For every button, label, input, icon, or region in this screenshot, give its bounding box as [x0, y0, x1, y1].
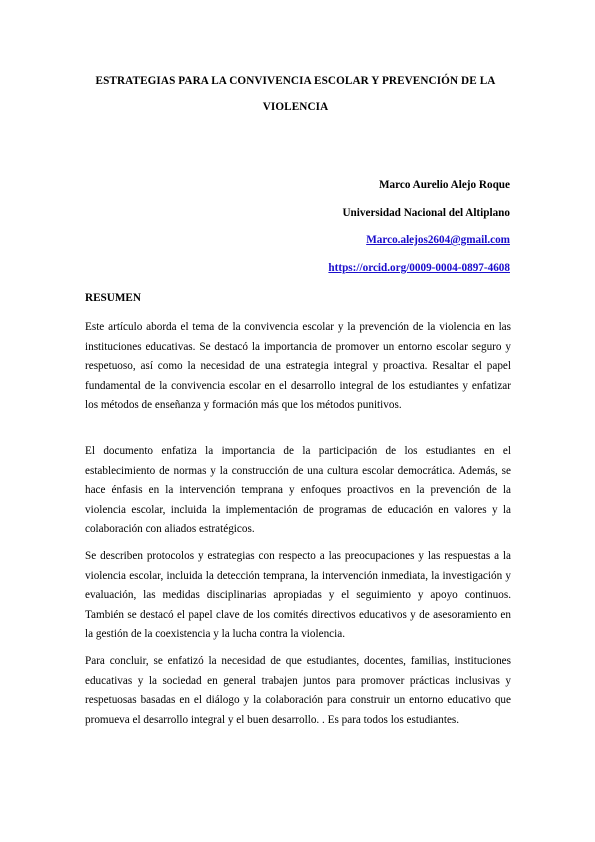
- author-affiliation: Universidad Nacional del Altiplano: [342, 206, 510, 219]
- abstract-heading: RESUMEN: [85, 292, 141, 304]
- abstract-paragraph-2: El documento enfatiza la importancia de la participación de los estudiantes en el establecimiento de normas y la construcción de una cultura escolar democrática. Además, se hace énfasis en la intervención temprana y enfoques proactivos en la prevención de la violencia escolar, incluida la implementación de programas de educación en valores y la colaboración con aliados estratégicos.: [85, 444, 511, 536]
- abstract-paragraph-4: Para concluir, se enfatizó la necesidad de que estudiantes, docentes, familias, instituciones educativas y la sociedad en general trabajen juntos para promover prácticas inclusivas y respetuosas basadas en el diálogo y la colaboración para construir un entorno educativo que promueva el desarrollo integral y el buen desarrollo. . Es para todos los estudiantes.: [85, 654, 511, 726]
- paper-title: [80, 68, 511, 120]
- abstract-paragraph-1: Este artículo aborda el tema de la convivencia escolar y la prevención de la violencia en las instituciones educativas. Se destacó la importancia de promover un entorno escolar seguro y respetuoso, así como la necesidad de una estrategia integral y proactiva. Resaltar el papel fundamental de la convivencia escolar en el desarrollo integral de los estudiantes y enfatizar los métodos de enseñanza y formación más que los métodos punitivos.: [85, 321, 511, 412]
- paper-title-line-1: ESTRATEGIAS PARA LA CONVIVENCIA ESCOLAR Y PREVENCIÓN DE LA: [95, 75, 496, 87]
- author-block: [328, 172, 510, 282]
- paper-title-line-2: VIOLENCIA: [262, 101, 329, 113]
- author-email-link[interactable]: Marco.alejos2604@gmail.com: [366, 234, 510, 246]
- author-name: Marco Aurelio Alejo Roque: [378, 179, 510, 191]
- abstract-body: [85, 318, 511, 737]
- author-orcid-line: [328, 255, 510, 283]
- author-orcid-link[interactable]: https://orcid.org/0009-0004-0897-4608: [328, 261, 510, 274]
- abstract-paragraph-3: Se describen protocolos y estrategias con respecto a las preocupaciones y las respuestas a la violencia escolar, incluida la detección temprana, la intervención inmediata, la investigación y evaluación, las medidas disciplinarias apropiadas y el seguimiento y apoyo continuos. También se destacó el papel clave de los comités directivos educativos y de asesoramiento en la gestión de la coexistencia y la lucha contra la violencia.: [85, 549, 511, 641]
- author-email-line: [328, 227, 510, 255]
